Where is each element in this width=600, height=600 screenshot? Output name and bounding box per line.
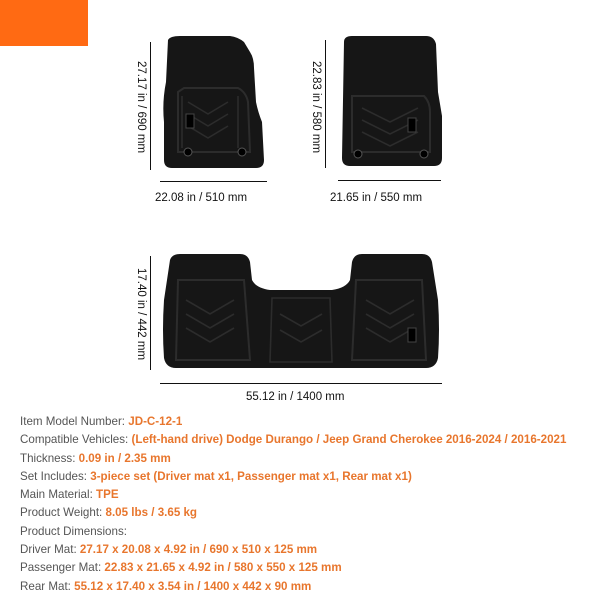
rear-mat-image	[160, 250, 442, 372]
driver-height-line	[150, 42, 151, 170]
rear-width-label: 55.12 in / 1400 mm	[246, 391, 345, 403]
rear-height-label: 17.40 in / 442 mm	[135, 267, 147, 361]
spec-set-includes: Set Includes: 3-piece set (Driver mat x1, Passenger mat x1, Rear mat x1)	[20, 469, 412, 483]
spec-compatible-vehicles: Compatible Vehicles: (Left-hand drive) Dodge Durango / Jeep Grand Cherokee 2016-2024 / 2016-2021	[20, 433, 567, 447]
spec-rear-mat: Rear Mat: 55.12 x 17.40 x 3.54 in / 1400 x 442 x 90 mm	[20, 579, 312, 593]
driver-height-label: 27.17 in / 690 mm	[135, 60, 147, 154]
spec-driver-mat: Driver Mat: 27.17 x 20.08 x 4.92 in / 690 x 510 x 125 mm	[20, 543, 318, 557]
spec-thickness: Thickness: 0.09 in / 2.35 mm	[20, 451, 171, 465]
brand-tab	[0, 0, 88, 46]
rear-width-line	[160, 383, 442, 384]
spec-product-weight: Product Weight: 8.05 lbs / 3.65 kg	[20, 506, 198, 520]
spec-main-material: Main Material: TPE	[20, 488, 119, 502]
rear-height-line	[150, 256, 151, 370]
passenger-mat-image	[338, 32, 444, 170]
spec-passenger-mat: Passenger Mat: 22.83 x 21.65 x 4.92 in / 580 x 550 x 125 mm	[20, 561, 342, 575]
driver-width-label: 22.08 in / 510 mm	[155, 192, 248, 204]
driver-width-line	[160, 181, 267, 182]
spec-product-dimensions-heading: Product Dimensions:	[20, 524, 127, 538]
driver-mat-image	[158, 32, 266, 172]
spec-model-number: Item Model Number: JD-C-12-1	[20, 415, 183, 428]
product-specs	[20, 413, 595, 596]
passenger-width-label: 21.65 in / 550 mm	[330, 192, 423, 204]
passenger-width-line	[338, 180, 441, 181]
passenger-height-label: 22.83 in / 580 mm	[310, 60, 322, 154]
passenger-height-line	[325, 40, 326, 168]
